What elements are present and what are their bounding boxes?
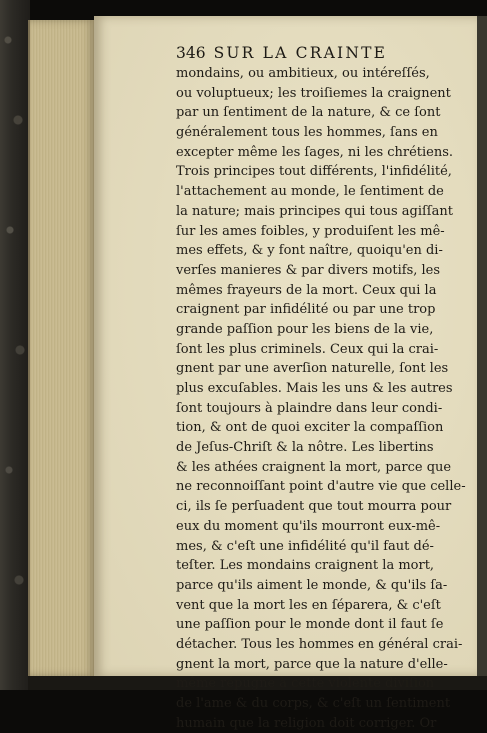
text-line: humain que la religion doit corriger. Or [176, 715, 437, 731]
text-line: tion, & ont de quoi exciter la compaſſion [176, 420, 444, 436]
text-line: mes effets, & y font naître, quoiqu'en di- [176, 243, 443, 259]
text-line: verſes manieres & par divers motifs, les [176, 262, 441, 278]
text-line: & les athées craignent la mort, parce que [176, 459, 452, 475]
running-title: SUR LA CRAINTE [213, 44, 388, 62]
text-line: plus excuſables. Mais les uns & les autres [176, 381, 453, 396]
text-line: ne reconnoiſſant point d'autre vie que celle- [176, 479, 466, 495]
text-line: de Jeſus-Chriſt & la nôtre. Les libertins [176, 440, 434, 456]
text-line: l'attachement au monde, le ſentiment de [176, 184, 444, 200]
book-cover-left [0, 0, 30, 690]
text-line: eux du moment qu'ils mourront eux-mê- [176, 518, 441, 534]
text-line: la nature; mais principes qui tous agiſſant [176, 203, 453, 219]
text-line: généralement tous les hommes, ſans en [176, 125, 438, 141]
page-number: 346 [176, 44, 206, 62]
text-line: gnent par une averſion naturelle, ſont les [176, 361, 449, 377]
body-text [176, 64, 466, 733]
text-line: par un ſentiment de la nature, & ce ſont [176, 105, 441, 121]
text-line: mes, & c'eſt une infidélité qu'il faut dé- [176, 538, 434, 554]
text-line: Trois principes tout différents, l'infidélité, [176, 164, 452, 180]
text-line: teſter. Les mondains craignent la mort, [176, 558, 435, 574]
text-line: ſur les ames foibles, y produiſent les mê- [176, 223, 445, 239]
text-line: mondains, ou ambitieux, ou intéreſſés, [176, 66, 430, 81]
text-line: ſont les plus criminels. Ceux qui la crai- [176, 341, 439, 357]
text-line: détacher. Tous les hommes en général crai- [176, 636, 463, 652]
text-line: de l'ame & du corps, & c'eſt un ſentiment [176, 696, 451, 711]
text-line: ou voluptueux; les troiſiemes la craignent [176, 85, 451, 101]
text-line: craignent par infidélité ou par une trop [176, 302, 436, 318]
page-edges [28, 20, 96, 676]
text-line: parce qu'ils aiment le monde, & qu'ils ſa- [176, 577, 448, 593]
text-line: excepter même les ſages, ni les chrétiens. [176, 144, 454, 160]
page-header [176, 44, 387, 62]
text-line: grande paſſion pour les biens de la vie, [176, 321, 434, 337]
text-line: ſont toujours à plaindre dans leur condi- [176, 400, 443, 416]
text-line: gnent la mort, parce que la nature d'elle- [176, 656, 448, 672]
text-line: ci, ils ſe perſuadent que tout mourra pour [176, 499, 452, 515]
text-line: mêmes frayeurs de la mort. Ceux qui la [176, 282, 437, 298]
text-line: une paſſion pour le monde dont il faut ſe [176, 617, 444, 633]
text-line: même répugne à cette violente diviſion [176, 676, 435, 692]
text-line: vent que la mort les en ſéparera, & c'eſt [176, 597, 441, 613]
book-cover-right [477, 16, 487, 676]
